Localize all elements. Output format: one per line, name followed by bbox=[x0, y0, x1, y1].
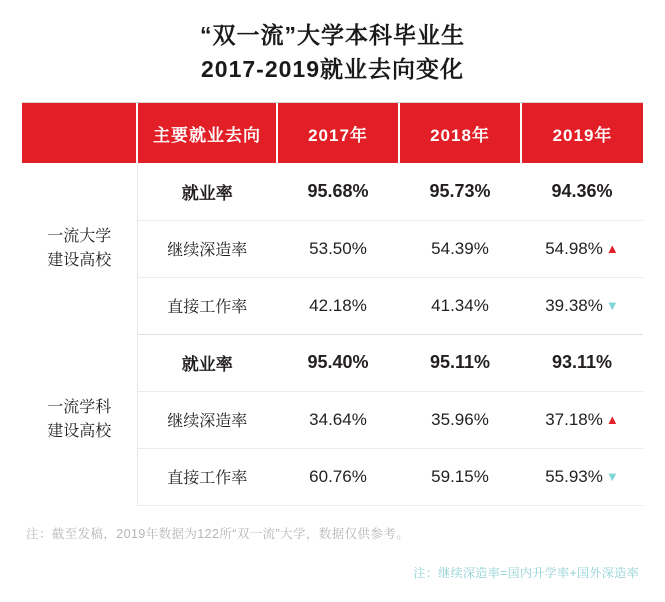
header-year-2018: 2018年 bbox=[399, 103, 521, 163]
value-2018: 54.39% bbox=[399, 220, 521, 277]
value-2017: 95.68% bbox=[277, 163, 399, 220]
value-2019 bbox=[521, 277, 643, 334]
value-2019-text: 55.93% bbox=[545, 466, 603, 486]
trend-up-icon: ▲ bbox=[605, 240, 619, 256]
value-2019 bbox=[521, 391, 643, 448]
value-2018: 95.11% bbox=[399, 334, 521, 391]
value-2019 bbox=[521, 334, 643, 391]
value-2017: 34.64% bbox=[277, 391, 399, 448]
header-year-2019: 2019年 bbox=[521, 103, 643, 163]
value-2018: 95.73% bbox=[399, 163, 521, 220]
group-label-1-line2: 建设高校 bbox=[47, 251, 112, 269]
group-label-2-line1: 一流学科 bbox=[47, 398, 112, 416]
value-2017: 60.76% bbox=[277, 448, 399, 505]
group-label-2 bbox=[22, 334, 137, 505]
group-label-1 bbox=[22, 163, 137, 334]
group-label-1-line1: 一流大学 bbox=[47, 227, 112, 245]
header-metric: 主要就业去向 bbox=[137, 103, 277, 163]
value-2019-text: 93.11% bbox=[551, 352, 613, 372]
title-line-1: “双一流”大学本科毕业生 bbox=[200, 22, 465, 48]
trend-up-icon: ▲ bbox=[605, 411, 619, 427]
group-label-2-line2: 建设高校 bbox=[47, 422, 112, 440]
header-year-2017: 2017年 bbox=[277, 103, 399, 163]
value-2017: 53.50% bbox=[277, 220, 399, 277]
metric-label: 继续深造率 bbox=[137, 391, 277, 448]
footnote-secondary-text: 注：继续深造率=国内升学率+国外深造率 bbox=[413, 565, 639, 580]
title-line-2: 2017-2019就业去向变化 bbox=[201, 56, 464, 82]
value-2018: 41.34% bbox=[399, 277, 521, 334]
value-2019 bbox=[521, 163, 643, 220]
table-row bbox=[22, 163, 643, 220]
value-2019-text: 54.98% bbox=[545, 238, 603, 258]
metric-label: 就业率 bbox=[137, 334, 277, 391]
value-2018: 59.15% bbox=[399, 448, 521, 505]
trend-down-icon: ▼ bbox=[605, 468, 619, 484]
value-2019 bbox=[521, 220, 643, 277]
footnote-primary: 注：截至发稿，2019年数据为122所“双一流”大学，数据仅供参考。 bbox=[26, 526, 410, 541]
page-title bbox=[0, 0, 665, 86]
value-2017: 42.18% bbox=[277, 277, 399, 334]
metric-label: 直接工作率 bbox=[137, 448, 277, 505]
footnote-secondary bbox=[0, 564, 639, 581]
value-2018: 35.96% bbox=[399, 391, 521, 448]
value-2019-text: 37.18% bbox=[545, 409, 603, 429]
value-2019-text: 39.38% bbox=[545, 295, 603, 315]
metric-label: 继续深造率 bbox=[137, 220, 277, 277]
table-header-row bbox=[22, 103, 643, 163]
employment-table bbox=[22, 103, 643, 506]
header-corner-blank bbox=[22, 103, 137, 163]
trend-down-icon: ▼ bbox=[605, 297, 619, 313]
employment-table-wrap bbox=[22, 102, 643, 506]
value-2019-text: 94.36% bbox=[551, 180, 613, 201]
table-row bbox=[22, 334, 643, 391]
value-2019 bbox=[521, 448, 643, 505]
metric-label: 就业率 bbox=[137, 163, 277, 220]
metric-label: 直接工作率 bbox=[137, 277, 277, 334]
value-2017: 95.40% bbox=[277, 334, 399, 391]
